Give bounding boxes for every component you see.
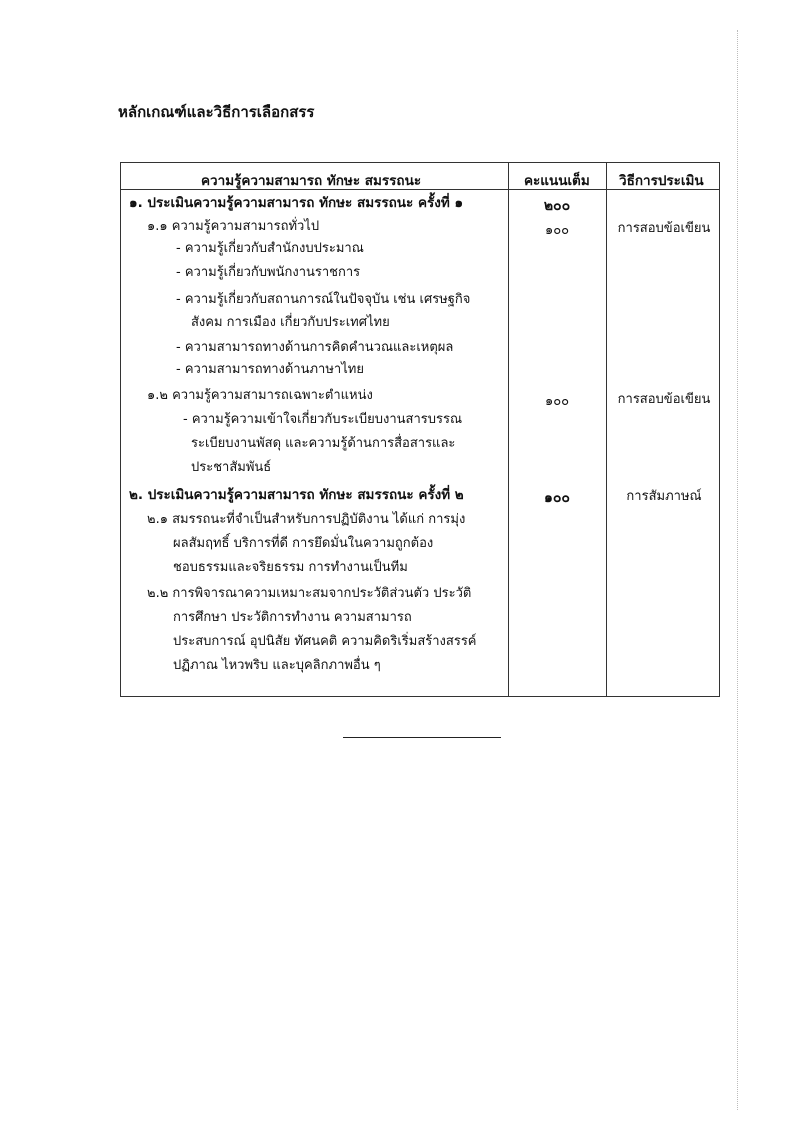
list-item-continuation: ประชาสัมพันธ์ — [191, 460, 272, 475]
list-item-continuation: ระเบียบงานพัสดุ และความรู้ด้านการสื่อสารและ — [191, 436, 456, 451]
item-1-2-method: การสอบข้อเขียน — [617, 392, 711, 407]
section-2-score: ๑๐๐ — [544, 490, 570, 506]
list-item: - ความรู้เกี่ยวกับสถานการณ์ในปัจจุบัน เช่น เศรษฐกิจ — [176, 292, 471, 307]
column-divider — [606, 163, 607, 696]
list-item: - ความสามารถทางด้านภาษาไทย — [176, 362, 364, 377]
section-2-title: ๒. ประเมินความรู้ความสามารถ ทักษะ สมรรถนะ ครั้งที่ ๒ — [129, 487, 464, 503]
column-divider — [508, 163, 509, 696]
list-item: - ความสามารถทางด้านการคิดคำนวณและเหตุผล — [176, 340, 454, 355]
criteria-table — [120, 162, 720, 697]
header-competency: ความรู้ความสามารถ ทักษะ สมรรถนะ — [201, 173, 422, 189]
list-item-continuation: สังคม การเมือง เกี่ยวกับประเทศไทย — [191, 315, 390, 330]
item-1-2: ๑.๒ ความรู้ความสามารถเฉพาะตำแหน่ง — [147, 388, 373, 403]
page-heading: หลักเกณฑ์และวิธีการเลือกสรร — [118, 103, 315, 121]
list-item: - ความรู้เกี่ยวกับพนักงานราชการ — [176, 265, 361, 280]
item-2-1: ๒.๑ สมรรถนะที่จำเป็นสำหรับการปฏิบัติงาน ได้แก่ การมุ่ง — [147, 512, 466, 527]
item-1-2-score: ๑๐๐ — [544, 394, 570, 409]
item-2-1-continuation: ชอบธรรมและจริยธรรม การทำงานเป็นทีม — [173, 560, 408, 575]
item-2-2: ๒.๒ การพิจารณาความเหมาะสมจากประวัติส่วนตัว ประวัติ — [147, 586, 472, 601]
scan-margin-mark — [737, 30, 738, 1110]
header-full-score: คะแนนเต็ม — [524, 173, 590, 189]
section-1-title: ๑. ประเมินความรู้ความสามารถ ทักษะ สมรรถนะ ครั้งที่ ๑ — [129, 195, 464, 211]
item-2-2-continuation: การศึกษา ประวัติการทำงาน ความสามารถ — [173, 610, 412, 625]
item-1-1: ๑.๑ ความรู้ความสามารถทั่วไป — [147, 219, 320, 234]
list-item: - ความรู้ความเข้าใจเกี่ยวกับระเบียบงานสารบรรณ — [183, 412, 463, 427]
end-divider — [343, 737, 501, 738]
list-item: - ความรู้เกี่ยวกับสำนักงบประมาณ — [176, 241, 364, 256]
item-2-2-continuation: ปฏิภาณ ไหวพริบ และบุคลิกภาพอื่น ๆ — [173, 658, 381, 673]
item-1-1-score: ๑๐๐ — [544, 223, 570, 238]
item-2-2-continuation: ประสบการณ์ อุปนิสัย ทัศนคติ ความคิดริเริ่มสร้างสรรค์ — [173, 634, 477, 649]
section-1-score: ๒๐๐ — [543, 198, 571, 214]
item-2-1-continuation: ผลสัมฤทธิ์ บริการที่ดี การยึดมั่นในความถูกต้อง — [173, 536, 434, 551]
section-2-method: การสัมภาษณ์ — [626, 489, 702, 504]
item-1-1-method: การสอบข้อเขียน — [617, 221, 711, 236]
header-method: วิธีการประเมิน — [619, 173, 704, 189]
